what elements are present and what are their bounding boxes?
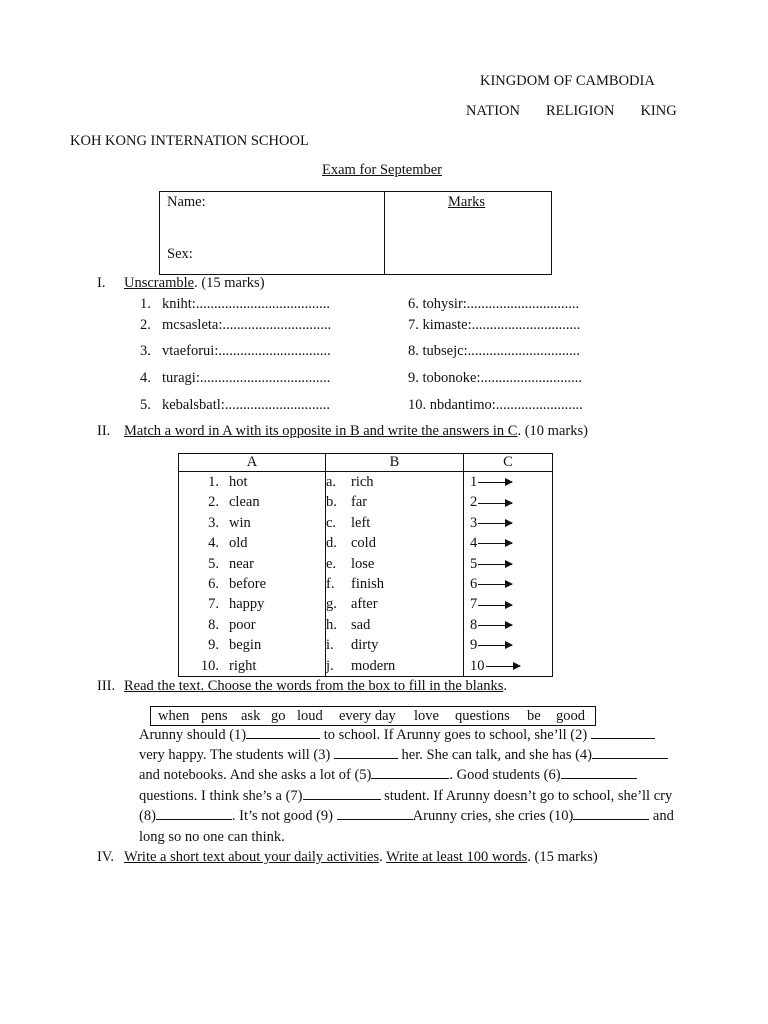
- motto-word: RELIGION: [545, 103, 615, 119]
- answer-number: 5: [470, 555, 478, 572]
- section-title: Write at least 100 words: [386, 849, 528, 865]
- section-title-end: .: [503, 678, 507, 694]
- answer-blank: [337, 814, 413, 820]
- marks-label: Marks: [448, 194, 486, 210]
- row-number: 7.: [208, 596, 219, 613]
- row-letter: a.: [326, 474, 337, 490]
- item-number: 8.: [408, 343, 419, 359]
- table-row: [326, 554, 463, 574]
- name-label: Name:: [167, 194, 206, 210]
- passage-line: [139, 808, 674, 825]
- row-letter: d.: [326, 535, 337, 552]
- answer-row: [464, 615, 552, 635]
- box-divider: [384, 192, 385, 274]
- table-row: [179, 574, 325, 594]
- row-number: 5.: [208, 555, 219, 572]
- answer-blank: [156, 814, 232, 820]
- answer-row: [464, 594, 552, 614]
- list-item: [408, 317, 580, 334]
- column-a-cell: [179, 472, 326, 677]
- answer-row: [464, 635, 552, 655]
- section-marks: . (10 marks): [517, 423, 588, 439]
- item-number: 5.: [140, 397, 151, 413]
- passage-text: . Good students (6): [449, 767, 561, 783]
- row-word: near: [229, 555, 254, 572]
- list-item: [408, 397, 583, 414]
- item-number: 4.: [140, 370, 151, 386]
- row-letter: c.: [326, 514, 337, 531]
- column-header-c: C: [464, 454, 553, 472]
- table-row: [326, 472, 463, 492]
- table-row: [326, 574, 463, 594]
- word-box-item: love: [414, 708, 439, 724]
- row-word: rich: [351, 474, 374, 490]
- sex-label: Sex:: [167, 246, 193, 262]
- table-row: [179, 615, 325, 635]
- section-marks: . (15 marks): [194, 275, 265, 291]
- column-c-cell: [464, 472, 553, 677]
- list-item: [140, 370, 330, 387]
- passage-line: [139, 829, 285, 846]
- list-item: [408, 343, 580, 360]
- section-title: Write a short text about your daily activities: [124, 849, 380, 865]
- list-item: [140, 296, 330, 313]
- exam-title: Exam for September: [322, 162, 442, 178]
- item-text: tohysir:...............................: [422, 296, 580, 312]
- table-row: [179, 635, 325, 655]
- matching-table: [178, 453, 553, 677]
- row-word: sad: [351, 616, 371, 633]
- table-row: [179, 594, 325, 614]
- answer-blank: [561, 773, 637, 779]
- item-text: nbdantimo:........................: [429, 397, 583, 413]
- list-item: [140, 397, 330, 414]
- row-word: begin: [229, 637, 262, 654]
- section-2-heading: [97, 423, 588, 440]
- answer-blank: [592, 757, 668, 759]
- kingdom-heading: KINGDOM OF CAMBODIA: [480, 73, 655, 89]
- section-title: Unscramble: [124, 275, 195, 291]
- national-motto: [466, 103, 677, 120]
- answer-blank: [246, 737, 320, 739]
- row-number: 6.: [208, 575, 219, 592]
- row-number: 2.: [208, 494, 219, 511]
- row-letter: j.: [326, 657, 334, 674]
- item-number: 1.: [140, 296, 151, 312]
- section-separator: .: [379, 849, 387, 865]
- row-word: left: [351, 514, 371, 531]
- item-number: 10.: [408, 397, 427, 413]
- item-text: kniht:.....................................: [162, 296, 330, 312]
- arrow-icon: [478, 605, 512, 606]
- table-row: [326, 635, 463, 655]
- arrow-icon: [478, 543, 512, 544]
- row-number: 9.: [208, 637, 219, 654]
- answer-blank: [371, 773, 449, 779]
- section-3-heading: [97, 678, 507, 695]
- item-number: 6.: [408, 296, 419, 312]
- section-number: I.: [97, 275, 106, 291]
- row-letter: i.: [326, 637, 334, 654]
- motto-word: NATION: [466, 103, 520, 119]
- row-number: 8.: [208, 616, 219, 633]
- word-box-item: ask: [241, 708, 261, 724]
- item-text: kebalsbatl:.............................: [162, 397, 330, 413]
- answer-row: [464, 492, 552, 512]
- answer-row: [464, 472, 552, 492]
- passage-text: Arunny cries, she cries (10): [412, 808, 574, 824]
- answer-number: 4: [470, 535, 478, 552]
- column-b-cell: [326, 472, 464, 677]
- arrow-icon: [478, 564, 512, 565]
- row-word: happy: [229, 596, 265, 613]
- row-word: hot: [229, 474, 248, 490]
- arrow-icon: [486, 666, 520, 667]
- passage-text: her. She can talk, and she has (4): [397, 747, 593, 763]
- word-box-item: go: [271, 708, 286, 724]
- row-letter: g.: [326, 596, 337, 613]
- word-box-item: when: [158, 708, 190, 724]
- answer-blank: [303, 794, 381, 800]
- passage-text: long so no one can think.: [139, 829, 285, 845]
- row-word: poor: [229, 616, 256, 633]
- row-word: old: [229, 535, 248, 552]
- row-word: finish: [351, 575, 385, 592]
- answer-number: 3: [470, 514, 478, 531]
- section-number: III.: [97, 678, 116, 694]
- word-box: [150, 706, 596, 726]
- item-number: 9.: [408, 370, 419, 386]
- word-box-item: good: [556, 708, 585, 724]
- row-word: dirty: [351, 637, 379, 654]
- passage-line: [139, 747, 668, 764]
- table-row: [179, 513, 325, 533]
- table-row: [179, 554, 325, 574]
- word-box-item: every day: [339, 708, 396, 724]
- word-box-item: be: [527, 708, 541, 724]
- word-box-item: loud: [297, 708, 323, 724]
- row-word: win: [229, 514, 251, 531]
- answer-number: 7: [470, 596, 478, 613]
- row-letter: e.: [326, 555, 337, 572]
- list-item: [140, 343, 331, 360]
- passage-line: [139, 788, 672, 805]
- section-marks: . (15 marks): [527, 849, 598, 865]
- motto-word: KING: [640, 103, 677, 119]
- section-number: IV.: [97, 849, 115, 865]
- section-1-heading: [97, 275, 265, 292]
- item-text: tubsejc:...............................: [422, 343, 580, 359]
- row-word: modern: [351, 657, 396, 674]
- item-text: kimaste:..............................: [422, 317, 581, 333]
- section-title: Match a word in A with its opposite in B and write the answers in C: [124, 423, 518, 439]
- row-number: 4.: [208, 535, 219, 552]
- table-row: [326, 492, 463, 512]
- answer-row: [464, 513, 552, 533]
- answer-number: 8: [470, 616, 478, 633]
- row-word: after: [351, 596, 378, 613]
- item-text: vtaeforui:...............................: [162, 343, 331, 359]
- row-word: lose: [351, 555, 375, 572]
- item-text: mcsasleta:..............................: [162, 317, 332, 333]
- arrow-icon: [478, 584, 512, 585]
- item-number: 2.: [140, 317, 151, 333]
- row-number: 3.: [208, 514, 219, 531]
- passage-text: Arunny should (1): [139, 727, 247, 743]
- list-item: [408, 370, 582, 387]
- item-text: turagi:....................................: [162, 370, 331, 386]
- table-row: [326, 615, 463, 635]
- passage-text: questions. I think she’s a (7): [139, 788, 303, 804]
- arrow-icon: [478, 645, 512, 646]
- row-letter: b.: [326, 494, 337, 511]
- word-box-item: pens: [201, 708, 228, 724]
- answer-blank: [334, 757, 398, 759]
- passage-line: [139, 727, 655, 744]
- column-header-a: A: [179, 454, 326, 472]
- arrow-icon: [478, 523, 512, 524]
- arrow-icon: [478, 503, 512, 504]
- answer-row: [464, 656, 552, 676]
- row-word: cold: [351, 535, 376, 552]
- item-text: tobonoke:............................: [422, 370, 582, 386]
- column-header-b: B: [326, 454, 464, 472]
- table-row: [326, 656, 463, 676]
- answer-number: 1: [470, 474, 478, 490]
- row-word: before: [229, 575, 267, 592]
- table-row: [326, 533, 463, 553]
- passage-line: [139, 767, 637, 784]
- passage-text: very happy. The students will (3): [139, 747, 334, 763]
- answer-number: 2: [470, 494, 478, 511]
- passage-text: student. If Arunny doesn’t go to school, she’ll cry: [380, 788, 673, 804]
- item-number: 3.: [140, 343, 151, 359]
- section-4-heading: [97, 849, 598, 866]
- school-name: KOH KONG INTERNATION SCHOOL: [70, 133, 309, 149]
- section-number: II.: [97, 423, 111, 439]
- row-number: 10.: [200, 657, 219, 674]
- answer-row: [464, 574, 552, 594]
- answer-blank: [591, 737, 655, 739]
- table-row: [179, 472, 325, 492]
- table-row: [179, 533, 325, 553]
- student-info-box: [159, 191, 552, 275]
- passage-text: (8): [139, 808, 156, 824]
- list-item: [408, 296, 579, 313]
- arrow-icon: [478, 625, 512, 626]
- passage-text: and: [649, 808, 674, 824]
- item-number: 7.: [408, 317, 419, 333]
- list-item: [140, 317, 331, 334]
- answer-number: 9: [470, 637, 478, 654]
- answer-number: 6: [470, 575, 478, 592]
- row-word: right: [229, 657, 257, 674]
- passage-text: to school. If Arunny goes to school, she’ll (2): [320, 727, 591, 743]
- row-word: far: [351, 494, 368, 511]
- row-letter: h.: [326, 616, 337, 633]
- word-box-item: questions: [455, 708, 510, 724]
- row-word: clean: [229, 494, 260, 511]
- answer-row: [464, 554, 552, 574]
- passage-text: . It’s not good (9): [231, 808, 337, 824]
- row-number: 1.: [208, 474, 219, 490]
- table-row: [179, 492, 325, 512]
- table-row: [326, 513, 463, 533]
- answer-row: [464, 533, 552, 553]
- section-title: Read the text. Choose the words from the box to fill in the blanks: [124, 678, 504, 694]
- table-row: [326, 594, 463, 614]
- answer-blank: [573, 814, 649, 820]
- table-row: [179, 656, 325, 676]
- arrow-icon: [478, 482, 512, 483]
- answer-number: 10: [470, 657, 485, 674]
- row-letter: f.: [326, 575, 335, 592]
- passage-text: and notebooks. And she asks a lot of (5): [139, 767, 372, 783]
